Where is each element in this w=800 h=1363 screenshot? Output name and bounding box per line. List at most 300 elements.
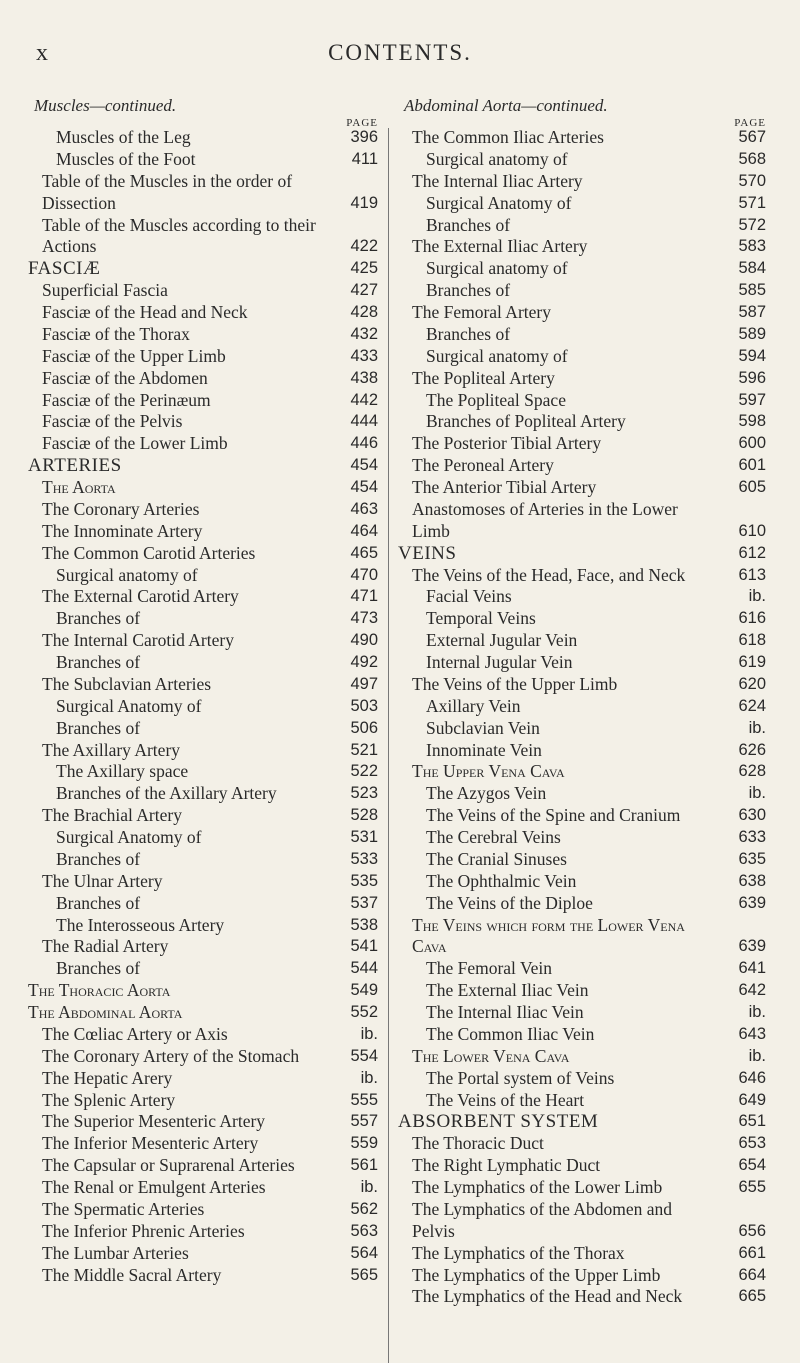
toc-entry-page: 492 — [350, 653, 378, 671]
toc-entry — [398, 149, 766, 171]
toc-entry-page: 641 — [738, 959, 766, 978]
toc-entry-page: 559 — [350, 1134, 378, 1153]
toc-entry-page: 661 — [738, 1243, 766, 1262]
toc-entry — [28, 565, 378, 587]
toc-entry — [398, 805, 766, 827]
toc-entry — [398, 849, 766, 871]
toc-entry — [398, 630, 766, 652]
toc-entry — [398, 280, 766, 302]
toc-entry — [398, 718, 766, 740]
right-page-label: PAGE — [734, 117, 766, 129]
toc-entry-title: The External Carotid Artery — [42, 586, 239, 607]
toc-entry — [28, 586, 378, 608]
toc-entry-title: The Internal Iliac Artery — [412, 170, 583, 191]
toc-entry-page: 433 — [350, 346, 378, 365]
page-title: CONTENTS. — [328, 40, 472, 65]
toc-entry-page: 565 — [350, 1265, 378, 1284]
toc-entry — [398, 586, 766, 608]
toc-entry — [398, 674, 766, 696]
toc-entry — [28, 521, 378, 543]
toc-entry — [398, 761, 766, 783]
toc-entry-page: 587 — [738, 303, 766, 321]
toc-entry-page: ib. — [748, 587, 766, 606]
toc-entry-title: Table of the Muscles in the order of Dissection — [42, 170, 293, 213]
toc-entry-title: The Axillary Artery — [42, 739, 181, 760]
toc-entry-title: The Hepatic Arery — [42, 1067, 173, 1088]
toc-entry-page: 633 — [738, 828, 766, 846]
toc-entry-title: The Cerebral Veins — [426, 827, 561, 847]
toc-entry — [28, 1133, 378, 1155]
toc-entry-page: 598 — [738, 412, 766, 431]
toc-entry-title: The Portal system of Veins — [426, 1067, 615, 1088]
toc-entry-title: Surgical anatomy of — [426, 148, 568, 169]
toc-entry-title: Innominate Vein — [426, 739, 542, 760]
toc-entry-page: 597 — [738, 390, 766, 409]
toc-entry-page: 616 — [738, 609, 766, 628]
toc-entry — [398, 346, 766, 368]
toc-entry-title: Branches of — [426, 214, 511, 235]
toc-entry-page: 664 — [738, 1265, 766, 1284]
toc-entry — [28, 1090, 378, 1112]
toc-entry-page: 535 — [350, 871, 378, 890]
toc-entry-page: 561 — [350, 1156, 378, 1175]
toc-entry — [398, 193, 766, 215]
toc-entry-page: 665 — [738, 1287, 766, 1306]
toc-entry-title: The Upper Vena Cava — [412, 761, 565, 782]
toc-entry-title: Branches of — [56, 958, 141, 979]
toc-entry-title: The Femoral Vein — [426, 958, 553, 979]
toc-entry-title: The Coronary Arteries — [42, 498, 200, 519]
toc-entry — [398, 1243, 766, 1265]
toc-entry-page: 646 — [738, 1068, 766, 1087]
toc-entry-page: 612 — [738, 543, 766, 562]
toc-entry-title: Surgical anatomy of — [426, 258, 568, 279]
toc-entry-title: Fasciæ of the Head and Neck — [42, 302, 248, 322]
right-entry-list — [398, 127, 766, 1308]
toc-entry-page: 454 — [350, 478, 378, 496]
toc-entry-title: The Spermatic Arteries — [42, 1198, 205, 1219]
toc-entry — [398, 1046, 766, 1068]
toc-entry-title: Fasciæ of the Upper Limb — [42, 345, 226, 366]
toc-entry-page: 463 — [350, 499, 378, 518]
toc-entry-title: Table of the Muscles according to their Actions — [42, 214, 316, 257]
toc-entry — [28, 696, 378, 718]
toc-entry-title: Internal Jugular Vein — [426, 652, 573, 672]
toc-entry-page: 464 — [350, 521, 378, 540]
toc-entry-title: The Femoral Artery — [412, 302, 551, 322]
toc-entry-title: The Subclavian Arteries — [42, 673, 212, 694]
page-number: x — [36, 40, 49, 66]
toc-entry — [28, 477, 378, 499]
toc-entry — [28, 630, 378, 652]
toc-entry-title: The Cranial Sinuses — [426, 848, 567, 869]
left-entry-list — [28, 127, 378, 1286]
toc-entry — [28, 1177, 378, 1199]
toc-entry-page: ib. — [748, 718, 766, 737]
toc-entry — [28, 171, 378, 215]
toc-entry — [28, 761, 378, 783]
toc-entry — [28, 915, 378, 937]
toc-entry-page: 563 — [350, 1221, 378, 1240]
toc-entry-title: The Lymphatics of the Thorax — [412, 1242, 625, 1263]
toc-entry — [28, 215, 378, 259]
toc-entry-title: The Interosseous Artery — [56, 914, 225, 935]
toc-entry-title: The Right Lymphatic Duct — [412, 1155, 601, 1176]
toc-entry-page: 570 — [738, 171, 766, 190]
toc-entry-page: ib. — [748, 1003, 766, 1021]
toc-entry-page: 584 — [738, 259, 766, 278]
toc-entry-title: The External Iliac Artery — [412, 236, 588, 257]
toc-entry — [28, 324, 378, 346]
toc-entry — [28, 1199, 378, 1221]
toc-entry-title: Muscles of the Leg — [56, 127, 191, 147]
toc-entry-page: 473 — [350, 609, 378, 628]
toc-entry — [28, 849, 378, 871]
toc-entry — [398, 783, 766, 805]
toc-entry-page: 610 — [738, 521, 766, 540]
toc-entry — [28, 893, 378, 915]
toc-entry — [398, 565, 766, 587]
toc-entry-page: 470 — [350, 565, 378, 584]
toc-entry-page: 465 — [350, 543, 378, 562]
toc-entry-title: Surgical Anatomy of — [426, 192, 572, 213]
toc-entry-page: 531 — [350, 828, 378, 846]
toc-entry-title: The Veins of the Diploe — [426, 892, 593, 913]
toc-entry-page: 596 — [738, 368, 766, 387]
toc-entry-page: 589 — [738, 324, 766, 343]
toc-entry — [28, 827, 378, 849]
toc-entry — [28, 718, 378, 740]
toc-entry-page: 544 — [350, 959, 378, 978]
column-divider — [388, 128, 389, 1363]
toc-entry — [398, 740, 766, 762]
toc-entry-title: The Common Carotid Arteries — [42, 542, 256, 563]
left-section-heading: Muscles—continued. — [34, 96, 177, 115]
toc-entry-title: The Superior Mesenteric Artery — [42, 1111, 266, 1132]
toc-entry — [28, 674, 378, 696]
toc-entry-page: 655 — [738, 1178, 766, 1196]
toc-entry-page: 503 — [350, 696, 378, 715]
toc-entry — [28, 346, 378, 368]
toc-entry — [28, 149, 378, 171]
toc-entry-title: The Lymphatics of the Head and Neck — [412, 1286, 683, 1307]
toc-entry — [28, 740, 378, 762]
toc-entry — [398, 390, 766, 412]
toc-entry-page: 564 — [350, 1243, 378, 1262]
toc-entry-title: The Inferior Phrenic Arteries — [42, 1220, 245, 1241]
toc-entry-page: 549 — [350, 981, 378, 1000]
toc-entry — [398, 652, 766, 674]
toc-entry-page: 651 — [738, 1112, 766, 1131]
toc-entry — [28, 1265, 378, 1287]
toc-entry-title: The Inferior Mesenteric Artery — [42, 1133, 259, 1154]
toc-entry-page: 654 — [738, 1156, 766, 1175]
toc-entry-title: Facial Veins — [426, 586, 512, 607]
toc-entry — [28, 958, 378, 980]
toc-entry-page: 620 — [738, 674, 766, 693]
toc-entry-page: 396 — [350, 128, 378, 146]
toc-entry-title: Branches of — [56, 652, 141, 672]
toc-entry-title: The Aorta — [42, 477, 116, 497]
toc-entry-title: Surgical anatomy of — [426, 345, 568, 366]
toc-entry-title: The Innominate Artery — [42, 520, 203, 541]
toc-entry-page: ib. — [748, 1046, 766, 1065]
toc-entry-title: Superficial Fascia — [42, 280, 168, 301]
toc-entry — [398, 696, 766, 718]
toc-entry — [398, 324, 766, 346]
toc-entry-title: The Renal or Emulgent Arteries — [42, 1177, 266, 1197]
toc-entry-title: Fasciæ of the Pelvis — [42, 411, 183, 432]
toc-entry-title: The Internal Carotid Artery — [42, 630, 234, 651]
toc-entry — [28, 543, 378, 565]
toc-entry — [398, 1111, 766, 1133]
toc-entry — [398, 215, 766, 237]
toc-entry-title: The Azygos Vein — [426, 783, 547, 804]
toc-entry-page: 432 — [350, 324, 378, 343]
toc-entry — [398, 958, 766, 980]
toc-entry-title: The Brachial Artery — [42, 805, 182, 826]
toc-entry — [28, 433, 378, 455]
toc-entry — [398, 608, 766, 630]
toc-entry-page: 638 — [738, 871, 766, 890]
toc-entry-page: 554 — [350, 1046, 378, 1065]
toc-entry — [28, 871, 378, 893]
toc-entry-title: The Lumbar Arteries — [42, 1242, 189, 1263]
toc-entry-title: Surgical Anatomy of — [56, 695, 202, 716]
toc-entry — [398, 127, 766, 149]
toc-entry-title: VEINS — [398, 542, 457, 564]
toc-entry-title: Branches of — [426, 323, 511, 344]
toc-entry-page: 528 — [350, 806, 378, 825]
toc-entry — [28, 280, 378, 302]
toc-entry-page: 471 — [350, 587, 378, 606]
toc-entry-title: The Veins of the Head, Face, and Neck — [412, 564, 686, 585]
toc-entry-page: 422 — [350, 237, 378, 256]
toc-entry — [398, 1068, 766, 1090]
toc-entry — [28, 455, 378, 477]
toc-entry-title: Muscles of the Foot — [56, 148, 196, 169]
toc-entry-title: The Internal Iliac Vein — [426, 1002, 584, 1022]
toc-entry — [398, 827, 766, 849]
toc-entry — [28, 1111, 378, 1133]
toc-entry-title: The Axillary space — [56, 761, 189, 782]
toc-entry-page: 626 — [738, 740, 766, 759]
toc-entry-title: The Common Iliac Vein — [426, 1023, 595, 1044]
toc-entry — [28, 980, 378, 1002]
toc-entry-title: Fasciæ of the Abdomen — [42, 367, 208, 388]
toc-entry-title: Anastomoses of Arteries in the Lower Limb — [412, 498, 678, 541]
toc-entry-title: Branches of — [56, 892, 141, 913]
toc-entry — [28, 1002, 378, 1024]
toc-entry-page: 571 — [738, 193, 766, 212]
toc-entry — [398, 893, 766, 915]
toc-entry — [398, 236, 766, 258]
toc-entry-page: ib. — [360, 1024, 378, 1043]
toc-entry-title: The Lymphatics of the Lower Limb — [412, 1177, 663, 1197]
toc-entry-page: 427 — [350, 281, 378, 300]
toc-entry — [398, 1286, 766, 1308]
toc-entry-title: Axillary Vein — [426, 695, 521, 716]
toc-entry-title: The Middle Sacral Artery — [42, 1264, 222, 1285]
toc-entry — [28, 499, 378, 521]
toc-entry-page: 649 — [738, 1090, 766, 1109]
toc-entry-title: Fasciæ of the Lower Limb — [42, 433, 228, 454]
toc-entry — [398, 1002, 766, 1024]
toc-entry-page: 642 — [738, 981, 766, 1000]
toc-entry-title: The Thoracic Duct — [412, 1133, 544, 1154]
toc-entry — [398, 433, 766, 455]
left-column — [28, 95, 378, 1286]
toc-entry-page: 555 — [350, 1090, 378, 1109]
toc-entry-page: 497 — [350, 674, 378, 693]
toc-entry — [398, 499, 766, 543]
toc-entry — [28, 1221, 378, 1243]
right-column — [398, 95, 766, 1308]
toc-entry-title: Fasciæ of the Perinæum — [42, 389, 211, 410]
toc-entry-page: 428 — [350, 303, 378, 321]
toc-entry-page: 537 — [350, 893, 378, 912]
toc-entry — [398, 980, 766, 1002]
toc-entry — [28, 368, 378, 390]
left-page-label: PAGE — [346, 117, 378, 129]
toc-entry-title: Fasciæ of the Thorax — [42, 323, 190, 344]
toc-entry-title: Branches of — [56, 608, 141, 629]
toc-entry-page: ib. — [360, 1178, 378, 1196]
toc-entry-page: 522 — [350, 762, 378, 781]
toc-entry-page: ib. — [748, 784, 766, 803]
toc-entry-title: The Common Iliac Arteries — [412, 127, 604, 147]
toc-entry-page: 639 — [738, 937, 766, 956]
toc-entry-title: The Radial Artery — [42, 936, 169, 957]
toc-entry — [398, 1199, 766, 1243]
toc-entry-title: The Anterior Tibial Artery — [412, 477, 597, 497]
toc-entry-title: Surgical Anatomy of — [56, 827, 202, 847]
toc-entry-page: 425 — [350, 259, 378, 278]
toc-entry-title: Branches of — [426, 280, 511, 301]
toc-entry-page: 411 — [351, 149, 378, 168]
toc-entry-title: The Veins of the Spine and Cranium — [426, 805, 681, 826]
toc-entry-page: 653 — [738, 1134, 766, 1153]
toc-entry-page: 600 — [738, 434, 766, 453]
toc-entry — [398, 368, 766, 390]
toc-entry-page: 454 — [350, 456, 378, 475]
toc-entry-title: FASCIÆ — [28, 258, 101, 280]
toc-entry — [28, 1068, 378, 1090]
toc-entry — [398, 1177, 766, 1199]
toc-entry — [28, 1155, 378, 1177]
toc-entry-page: 506 — [350, 718, 378, 737]
toc-entry-title: Temporal Veins — [426, 608, 536, 629]
toc-entry-title: The Ophthalmic Vein — [426, 870, 577, 891]
toc-entry-title: The Popliteal Space — [426, 389, 566, 410]
toc-entry — [28, 411, 378, 433]
toc-entry — [398, 1155, 766, 1177]
toc-entry-page: 643 — [738, 1024, 766, 1043]
toc-entry-title: Surgical anatomy of — [56, 564, 198, 585]
toc-entry-title: The External Iliac Vein — [426, 980, 589, 1001]
toc-entry-title: The Lower Vena Cava — [412, 1045, 570, 1066]
toc-entry-page: 635 — [738, 849, 766, 868]
toc-entry — [398, 543, 766, 565]
toc-entry — [28, 1243, 378, 1265]
toc-entry-title: External Jugular Vein — [426, 630, 578, 651]
toc-entry-page: 557 — [350, 1112, 378, 1131]
toc-entry — [398, 1090, 766, 1112]
toc-entry-page: 624 — [738, 696, 766, 715]
toc-entry-page: 656 — [738, 1221, 766, 1240]
toc-entry — [398, 171, 766, 193]
toc-entry — [28, 805, 378, 827]
toc-entry-page: 601 — [738, 456, 766, 475]
toc-entry-page: 533 — [350, 849, 378, 868]
toc-entry — [28, 390, 378, 412]
toc-entry-title: The Abdominal Aorta — [28, 1002, 183, 1022]
toc-entry — [28, 302, 378, 324]
toc-entry-title: The Lymphatics of the Upper Limb — [412, 1264, 661, 1285]
toc-entry-page: 490 — [350, 631, 378, 650]
toc-entry-title: The Splenic Artery — [42, 1089, 176, 1110]
toc-entry-title: The Peroneal Artery — [412, 455, 554, 476]
toc-entry-page: 523 — [350, 784, 378, 803]
toc-entry-page: 630 — [738, 806, 766, 825]
toc-entry-page: 541 — [350, 937, 378, 956]
toc-entry-title: The Popliteal Artery — [412, 367, 555, 388]
toc-entry-title: Branches of — [56, 717, 141, 738]
toc-entry — [28, 783, 378, 805]
toc-entry-page: 628 — [738, 762, 766, 781]
toc-entry-page: ib. — [360, 1068, 378, 1087]
toc-entry — [398, 915, 766, 959]
toc-entry-page: 567 — [738, 128, 766, 146]
toc-entry-title: The Posterior Tibial Artery — [412, 433, 602, 454]
toc-entry-page: 572 — [738, 215, 766, 234]
toc-entry — [398, 411, 766, 433]
toc-entry-page: 568 — [738, 149, 766, 168]
toc-entry-title: Branches of Popliteal Artery — [426, 411, 626, 432]
toc-entry-title: The Coronary Artery of the Stomach — [42, 1045, 300, 1066]
toc-entry — [398, 1024, 766, 1046]
toc-entry-page: 618 — [738, 631, 766, 650]
toc-entry — [398, 258, 766, 280]
toc-entry-page: 438 — [350, 368, 378, 387]
toc-entry — [398, 477, 766, 499]
toc-entry-page: 583 — [738, 237, 766, 256]
toc-entry — [28, 258, 378, 280]
toc-entry-page: 446 — [350, 434, 378, 453]
toc-entry-title: Subclavian Vein — [426, 717, 540, 738]
toc-entry-page: 562 — [350, 1199, 378, 1218]
toc-entry — [28, 936, 378, 958]
toc-entry — [28, 608, 378, 630]
toc-entry-title: Branches of the Axillary Artery — [56, 783, 277, 804]
toc-entry-title: The Ulnar Artery — [42, 870, 163, 891]
toc-entry-page: 538 — [350, 915, 378, 934]
toc-entry — [28, 652, 378, 674]
toc-entry-title: ABSORBENT SYSTEM — [398, 1111, 599, 1133]
toc-entry-title: The Thoracic Aorta — [28, 980, 171, 1001]
toc-entry-page: 444 — [350, 412, 378, 431]
toc-entry — [28, 1024, 378, 1046]
toc-entry-title: Branches of — [56, 848, 141, 869]
toc-entry-page: 613 — [738, 565, 766, 584]
toc-entry-title: The Veins of the Upper Limb — [412, 673, 618, 694]
toc-entry — [398, 455, 766, 477]
toc-entry — [28, 1046, 378, 1068]
right-section-heading: Abdominal Aorta—continued. — [404, 96, 608, 115]
toc-entry-page: 442 — [350, 390, 378, 409]
toc-entry-page: 594 — [738, 346, 766, 365]
toc-entry-page: 639 — [738, 893, 766, 912]
